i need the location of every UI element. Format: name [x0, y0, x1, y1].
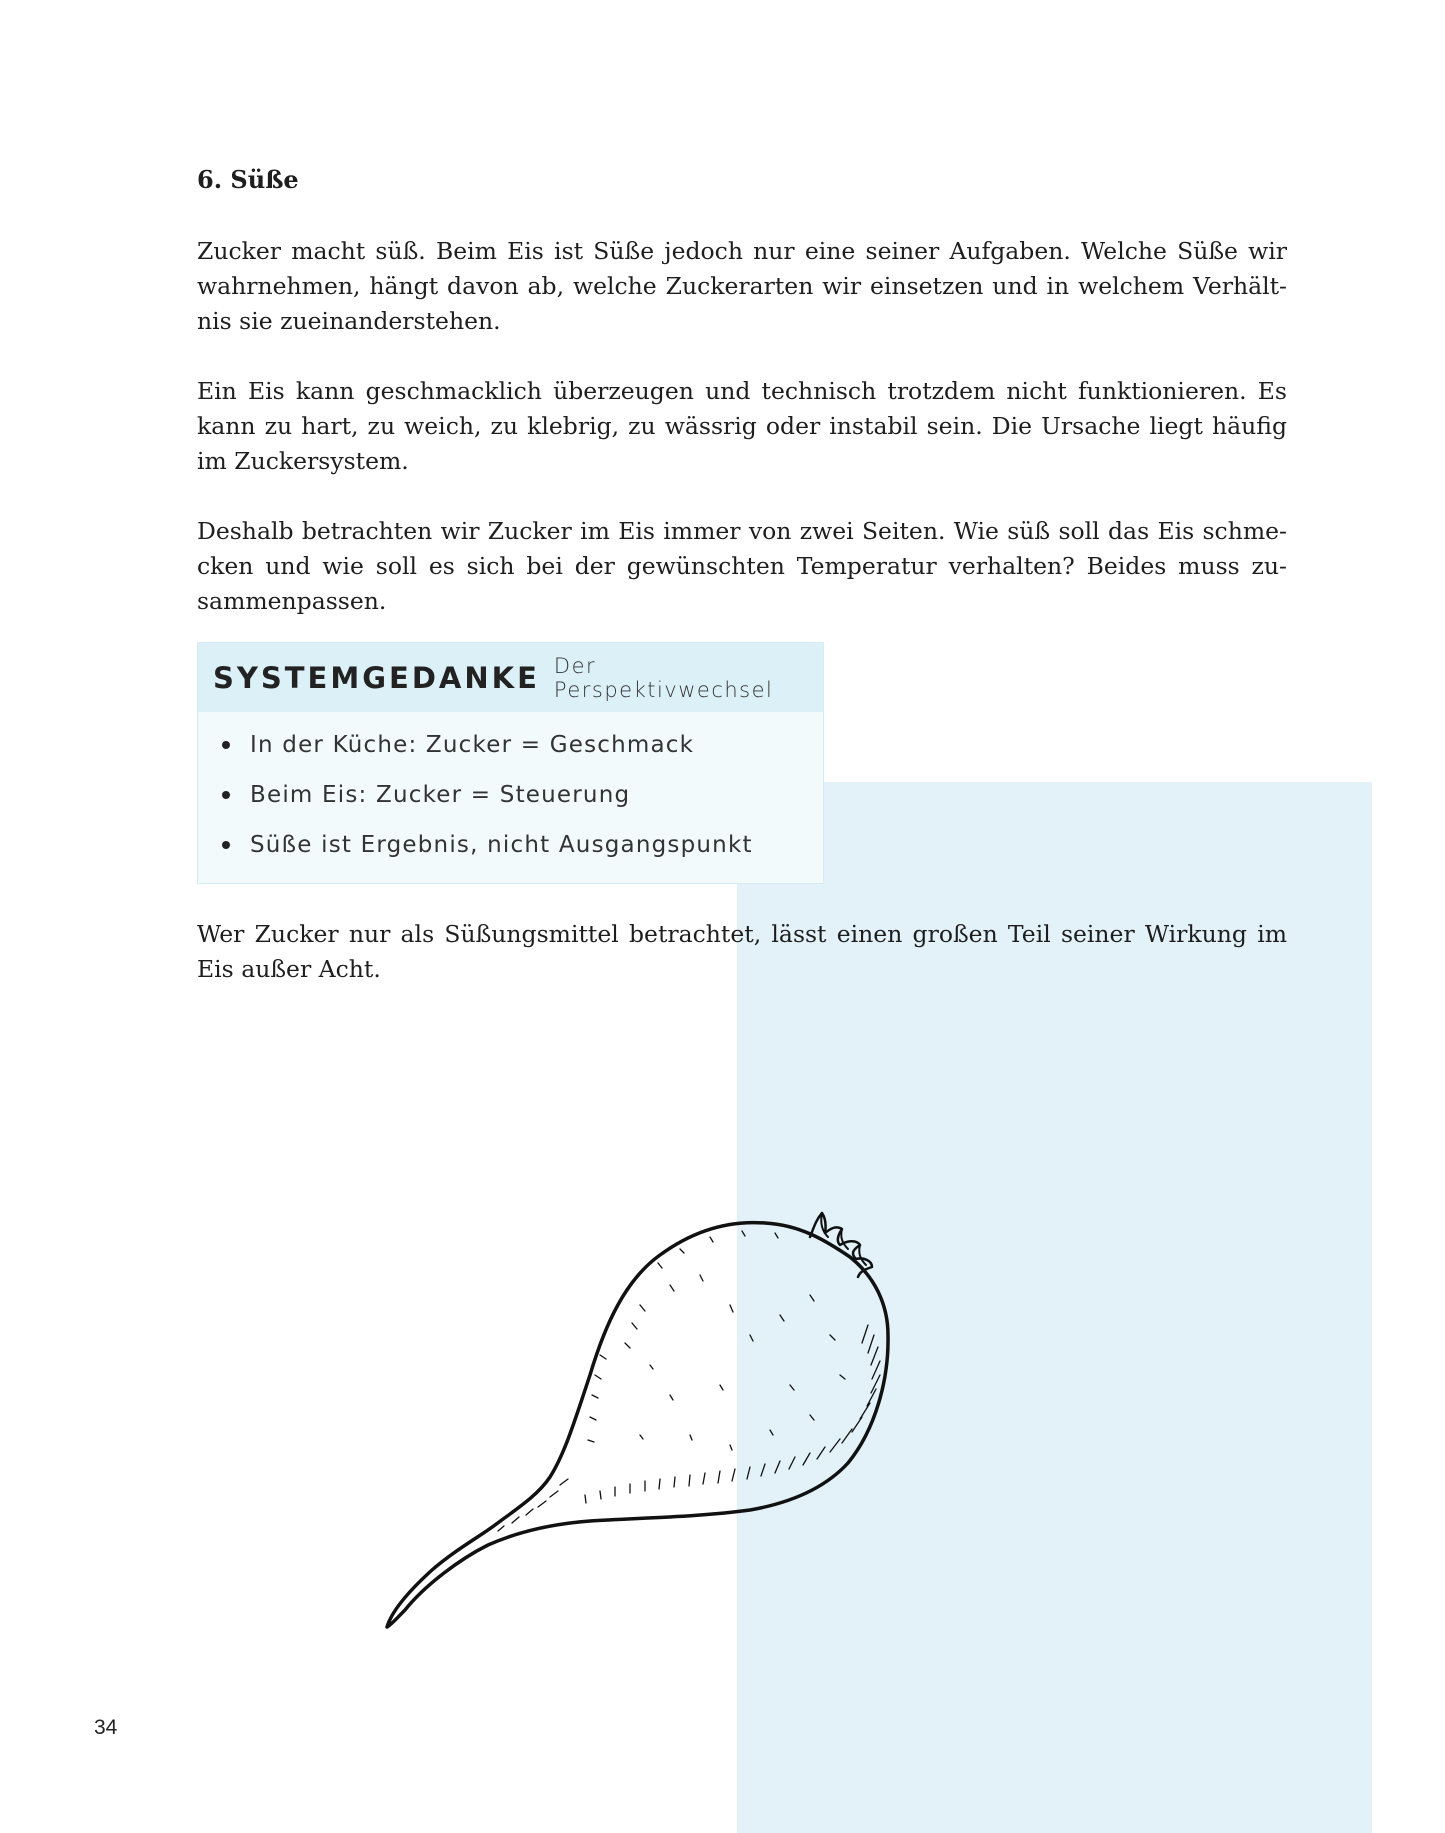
paragraph-line: sammenpassen.: [197, 587, 387, 615]
page-number: 34: [94, 1716, 118, 1739]
paragraph-line: Deshalb betrachten wir Zucker im Eis immer von zwei Seiten. Wie süß soll das Eis schme-: [197, 517, 1287, 545]
systemgedanke-title: SYSTEMGEDANKE: [213, 660, 540, 695]
systemgedanke-subtitle: Der Perspektivwechsel: [553, 653, 774, 702]
systemgedanke-header: [198, 643, 823, 712]
section-heading: 6. Süße: [197, 165, 299, 194]
section-body: [197, 160, 1287, 654]
list-item: Süße ist Ergebnis, nicht Ausgangspunkt: [218, 820, 823, 870]
paragraph-line: wahrnehmen, hängt davon ab, welche Zuckerarten wir einsetzen und in welchem Verhält-: [197, 272, 1287, 300]
list-item: Beim Eis: Zucker = Steuerung: [218, 770, 823, 820]
paragraph-1: [197, 234, 1287, 339]
sugar-beet-illustration: [370, 1185, 910, 1635]
paragraph-2: [197, 374, 1287, 479]
list-item: In der Küche: Zucker = Geschmack: [218, 720, 823, 770]
paragraph-line: Zucker macht süß. Beim Eis ist Süße jedoch nur eine seiner Aufgaben. Welche Süße wir: [197, 237, 1287, 265]
paragraph-line: cken und wie soll es sich bei der gewünschten Temperatur verhalten? Beides muss zu-: [197, 552, 1287, 580]
paragraph-line: Eis außer Acht.: [197, 955, 381, 983]
paragraph-line: nis sie zueinanderstehen.: [197, 307, 501, 335]
paragraph-line: im Zuckersystem.: [197, 447, 409, 475]
paragraph-line: kann zu hart, zu weich, zu klebrig, zu wässrig oder instabil sein. Die Ursache liegt häufig: [197, 412, 1287, 440]
paragraph-3: [197, 514, 1287, 619]
paragraph-line: Wer Zucker nur als Süßungsmittel betrachtet, lässt einen großen Teil seiner Wirkung im: [197, 920, 1287, 948]
closing-paragraph: [197, 917, 1287, 987]
systemgedanke-box: [197, 642, 824, 884]
paragraph-line: Ein Eis kann geschmacklich überzeugen und technisch trotzdem nicht funktionieren. Es: [197, 377, 1287, 405]
systemgedanke-list: [198, 712, 823, 870]
